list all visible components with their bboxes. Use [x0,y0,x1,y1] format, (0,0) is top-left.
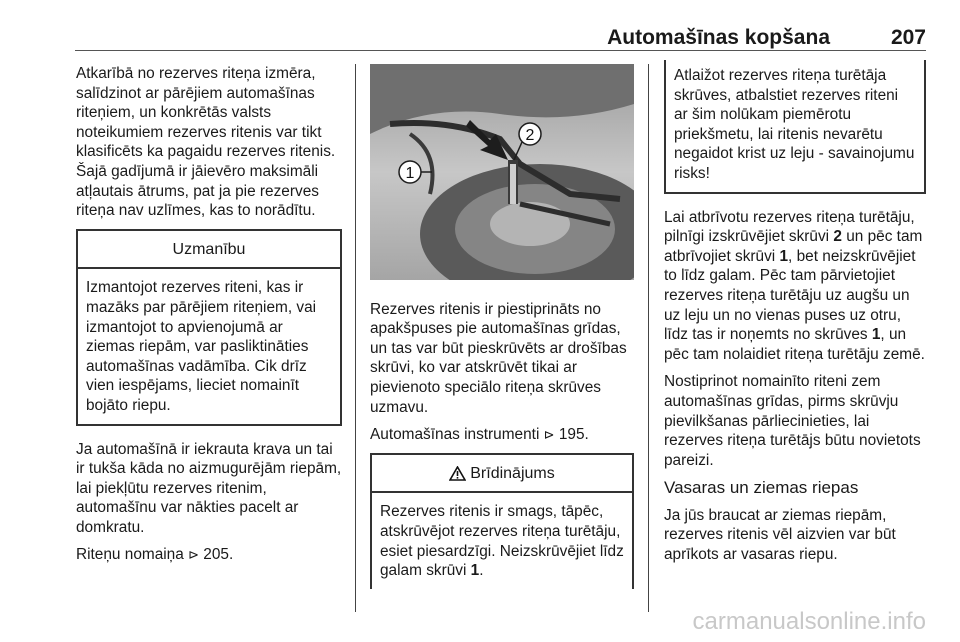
column-2 [370,64,634,589]
reference-page: 205. [203,546,234,564]
paragraph: Nostiprinot nomainīto riteni zem automašīnas grīdas, pirms skrūvju pievilkšanas pārliecinieties, lai rezerves riteņa turētājs būtu novietots pareizi. [664,373,921,469]
column-1 [76,64,342,573]
paragraph: Atkarībā no rezerves riteņa izmēra, salīdzinot ar pārējiem automašīnas riteņiem, un konkrētās valsts noteikumiem rezerves ritenis var tikt klasificēts ka pagaidu rezerves ritenis. Šajā gadījumā ir jāievēro maksimāli atļautais ātrums, pat ja pie rezerves riteņa nav uzlīmes, kas to norādītu. [76,65,336,220]
page-number: 207 [890,26,926,49]
spare-wheel-illustration [370,64,634,280]
reference-page: 195. [558,426,589,444]
reference-text: Riteņu nomaiņa [76,546,184,564]
warning-header [372,455,632,494]
paragraph: Ja jūs braucat ar ziemas riepām, rezerves ritenis vēl aizvien var būt aprīkots ar vasaras riepu. [664,506,896,564]
callout-1: 1 [405,165,415,182]
warning-continuation-text: Atlaižot rezerves riteņa turētāja skrūves, atbalstiet rezerves riteni ar šim nolūkam piemērotu priekšmetu, lai ritenis nevarētu negaidot krist uz leju - savainojumu risks! [674,67,915,182]
column-divider-right [648,64,649,612]
caution-box [76,229,342,426]
caution-title: Uzmanību [78,231,340,270]
cross-reference[interactable] [76,545,342,565]
paragraph: Ja automašīnā ir iekrauta krava un tai ir tukša kāda no aizmugurējām riepām, lai piekļūtu rezerves ritenim, automašīnu var nākties pacelt ar domkratu. [76,440,342,536]
caution-body [78,269,340,423]
warning-title: Brīdinājums [470,464,555,482]
warning-body [372,493,632,588]
page-header [75,26,926,50]
paragraph: Rezerves ritenis ir piestiprināts no apakšpuses pie automašīnas grīdas, un tas var būt pieskrūvēts ar drošības skrūvi, ko var atskrūvēt tikai ar pievienoto speciālo riteņa skrūves uzmavu. [370,300,627,416]
warning-continuation-box [664,60,926,194]
warning-text: Rezerves ritenis ir smags, tāpēc, atskrūvējot rezerves riteņa turētāju, esiet piesardzīgi. Neizskrūvējiet līdz galam skrūvi 1. [380,503,624,580]
page-ref-arrow-icon: ⊳ [188,547,199,563]
cross-reference[interactable] [370,425,634,445]
section-title: Automašīnas kopšana [607,26,830,49]
page-ref-arrow-icon: ⊳ [543,427,555,443]
column-divider-left [355,64,356,612]
warning-triangle-icon [449,466,466,481]
section-heading: Vasaras un ziemas riepas [664,478,859,498]
reference-text: Automašīnas instrumenti [370,426,540,444]
caution-text: Izmantojot rezerves riteni, kas ir mazāks par pārējiem riteņiem, vai izmantojot to apvienojumā ar ziemas riepām, var pasliktināties automašīnas vadāmība. Cik drīz vien iespējams, lieciet nomainīt bojāto riepu. [86,279,317,414]
callout-2: 2 [525,127,535,144]
header-rule [75,50,926,51]
watermark: carmanualsonline.info [692,608,926,635]
paragraph: Lai atbrīvotu rezerves riteņa turētāju, pilnīgi izskrūvējiet skrūvi 2 un pēc tam atbrīvojiet skrūvi 1, bet neizskrūvējiet to līdz galam. Pēc tam pārvietojiet rezerves riteņa turētāju uz augšu un uz leju un no vienas puses uz otru, līdz tas ir noņemts no skrūves 1, un pēc tam nolaidiet riteņa turētāju zemē. [664,208,925,363]
warning-box [370,453,634,589]
column-3 [664,64,926,573]
